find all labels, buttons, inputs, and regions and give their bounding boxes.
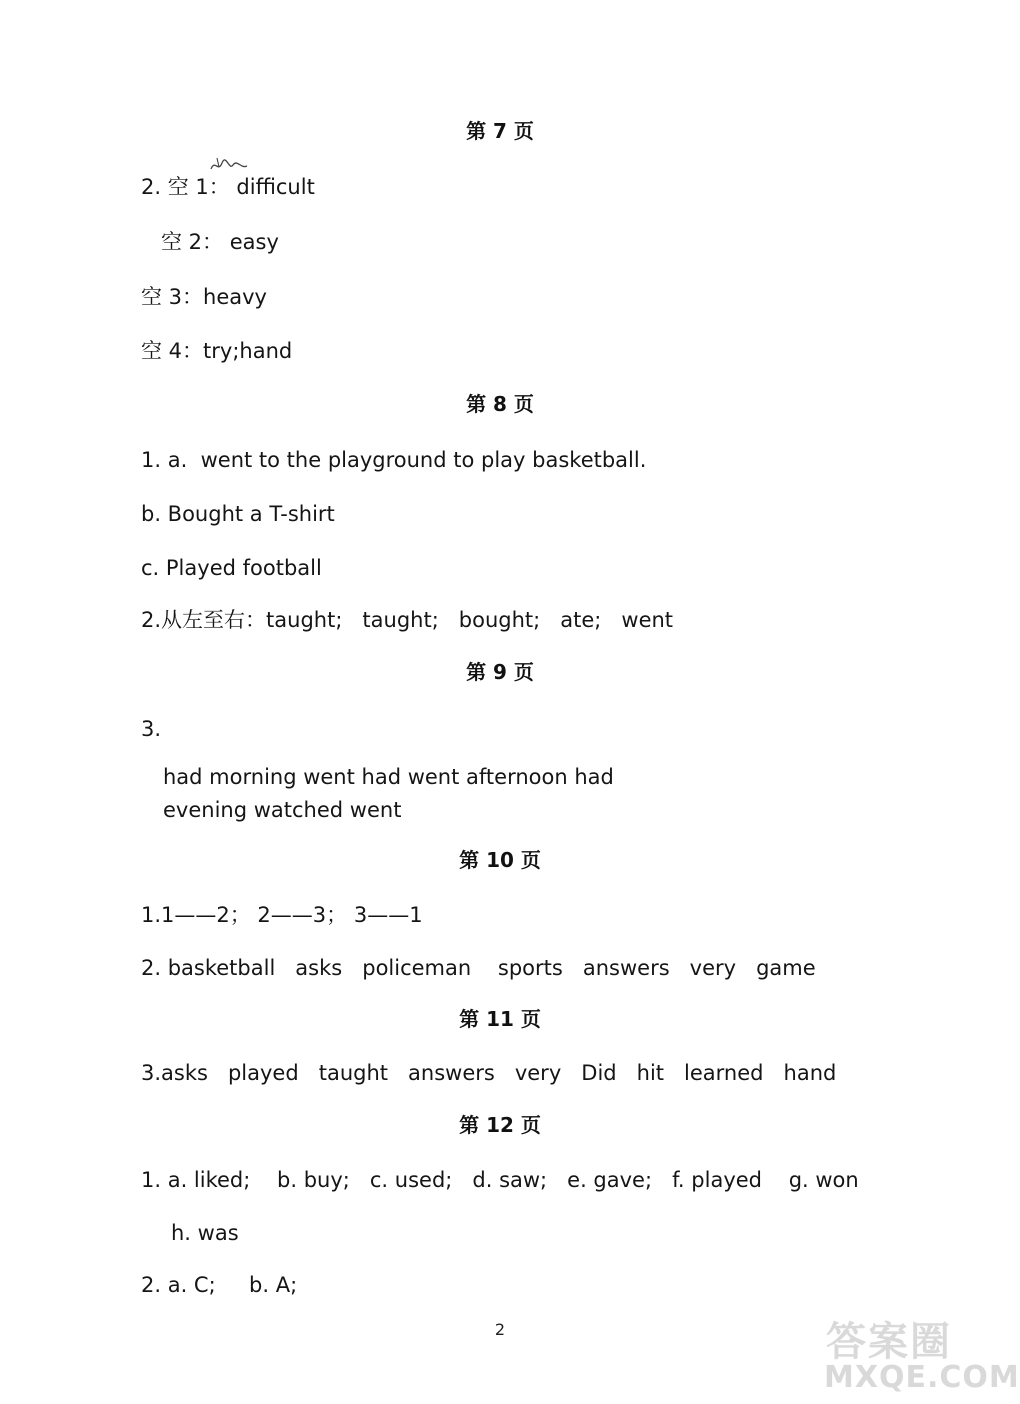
watermark-url-text: MXQE.COM	[824, 1360, 1020, 1395]
page-number: 2	[494, 1320, 506, 1339]
answer-line: c. Played football	[141, 556, 322, 580]
answer-line: 2. 空 1： difficult	[141, 175, 315, 199]
section-heading-page-8: 第 8 页	[466, 392, 534, 416]
watermark-logo-text: 答案圈	[826, 1319, 952, 1365]
section-heading-page-9: 第 9 页	[466, 660, 534, 684]
section-heading-page-10: 第 10 页	[459, 848, 541, 872]
answer-line: 1. a. liked; b. buy; c. used; d. saw; e. gave; f. played g. won	[141, 1168, 859, 1192]
answer-line: b. Bought a T-shirt	[141, 502, 335, 526]
answer-line: h. was	[171, 1221, 239, 1245]
answer-line: had morning went had went afternoon had	[163, 765, 614, 789]
watermark-logo	[820, 1310, 1020, 1404]
answer-line: 空 2： easy	[161, 230, 279, 254]
section-heading-page-12: 第 12 页	[459, 1113, 541, 1137]
answer-line: 2. basketball asks policeman sports answers very game	[141, 956, 816, 980]
answer-line: 空 4：try;hand	[141, 339, 293, 363]
answer-line: 3.	[141, 717, 162, 741]
section-heading-page-11: 第 11 页	[459, 1007, 541, 1031]
handwritten-scribble	[209, 155, 259, 177]
answer-line: 2. a. C; b. A;	[141, 1273, 298, 1297]
answer-line: 1. a. went to the playground to play basketball.	[141, 448, 647, 472]
answer-line: 1.1——2； 2——3； 3——1	[141, 903, 423, 927]
answer-line: 2.从左至右：taught; taught; bought; ate; went	[141, 608, 674, 632]
section-heading-page-7: 第 7 页	[466, 119, 534, 143]
answer-line: evening watched went	[163, 798, 402, 822]
answer-line: 3.asks played taught answers very Did hit learned hand	[141, 1061, 837, 1085]
answer-line: 空 3：heavy	[141, 285, 267, 309]
